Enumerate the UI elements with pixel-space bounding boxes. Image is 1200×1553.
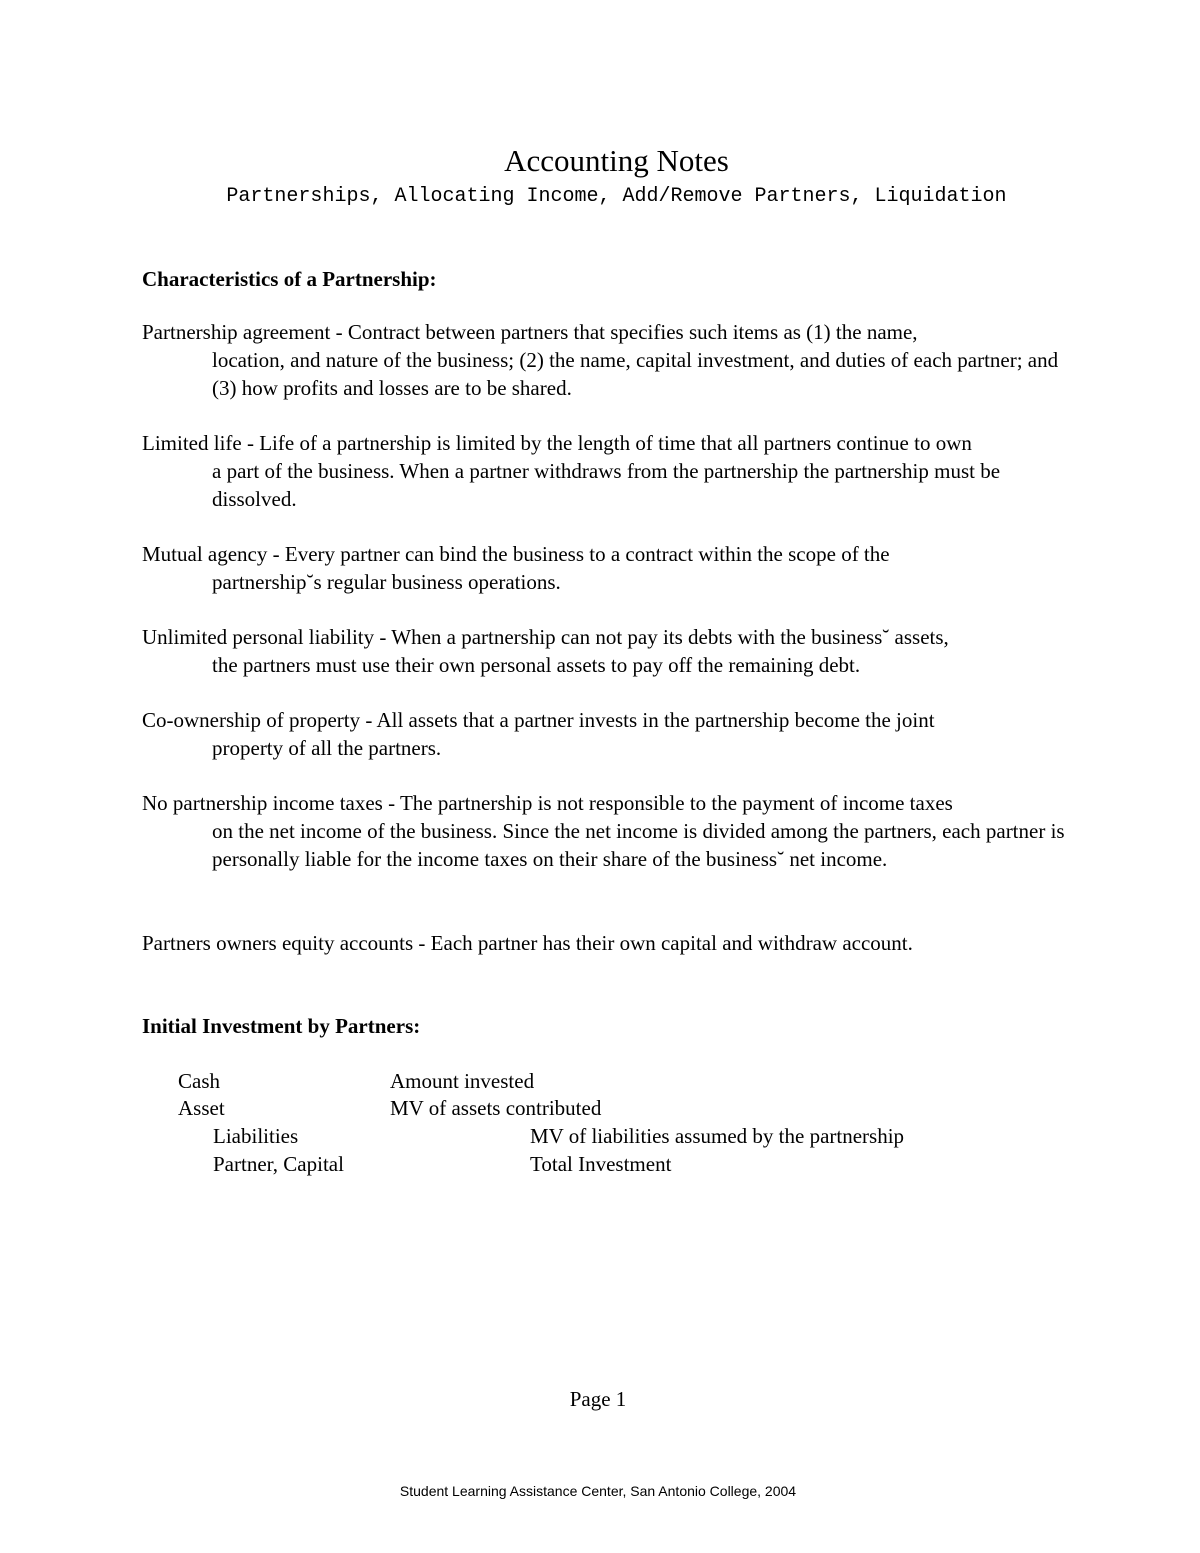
section-heading-investment: Initial Investment by Partners: [142, 1014, 421, 1038]
entry-equity-accounts [142, 929, 1072, 957]
entry-continuation: partnership˘s regular business operations. [212, 570, 561, 594]
entry-first-line: Partners owners equity accounts - Each partner has their own capital and withdraw account. [142, 931, 913, 955]
entry-continuation: property of all the partners. [212, 736, 442, 760]
entry-first-line: No partnership income taxes - The partnership is not responsible to the payment of income taxes [142, 791, 953, 815]
journal-credit-description: MV of liabilities assumed by the partnership [530, 1124, 905, 1148]
journal-debit-account: Cash [178, 1069, 220, 1093]
entry-first-line: Unlimited personal liability - When a partnership can not pay its debts with the business˘ assets, [142, 625, 949, 649]
page-footer: Student Learning Assistance Center, San Antonio College, 2004 [399, 1483, 797, 1499]
document-title: Accounting Notes [504, 143, 729, 178]
entry-limited-life [142, 429, 1072, 513]
entry-first-line: Co-ownership of property - All assets that a partner invests in the partnership become the joint [142, 708, 935, 732]
entry-unlimited-liability [142, 623, 1072, 679]
journal-debit-description: MV of assets contributed [390, 1096, 602, 1120]
entry-continuation: a part of the business. When a partner withdraws from the partnership the partnership must be dissolved. [212, 459, 1001, 511]
journal-credit-description: Total Investment [530, 1152, 672, 1176]
entry-continuation: the partners must use their own personal assets to pay off the remaining debt. [212, 653, 861, 677]
entry-income-taxes [142, 789, 1072, 873]
entry-first-line: Mutual agency - Every partner can bind the business to a contract within the scope of the [142, 542, 890, 566]
page-number: Page 1 [569, 1387, 627, 1411]
document-subtitle: Partnerships, Allocating Income, Add/Remove Partners, Liquidation [226, 185, 1007, 208]
journal-debit-description: Amount invested [390, 1069, 535, 1093]
journal-debit-account: Asset [178, 1096, 225, 1120]
section-heading-characteristics: Characteristics of a Partnership: [142, 267, 437, 291]
entry-first-line: Partnership agreement - Contract between partners that specifies such items as (1) the name, [142, 320, 918, 344]
entry-continuation: on the net income of the business. Since the net income is divided among the partners, each partner is personally liable for the income taxes on their share of the business˘ net income. [212, 819, 1065, 871]
entry-partnership-agreement [142, 318, 1072, 402]
entry-first-line: Limited life - Life of a partnership is limited by the length of time that all partners continue to own [142, 431, 972, 455]
entry-co-ownership [142, 706, 1072, 762]
entry-continuation: location, and nature of the business; (2) the name, capital investment, and duties of each partner; and (3) how profits and losses are to be shared. [212, 348, 1059, 400]
journal-credit-account: Liabilities [213, 1124, 299, 1148]
journal-credit-account: Partner, Capital [213, 1152, 344, 1176]
entry-mutual-agency [142, 540, 1072, 596]
